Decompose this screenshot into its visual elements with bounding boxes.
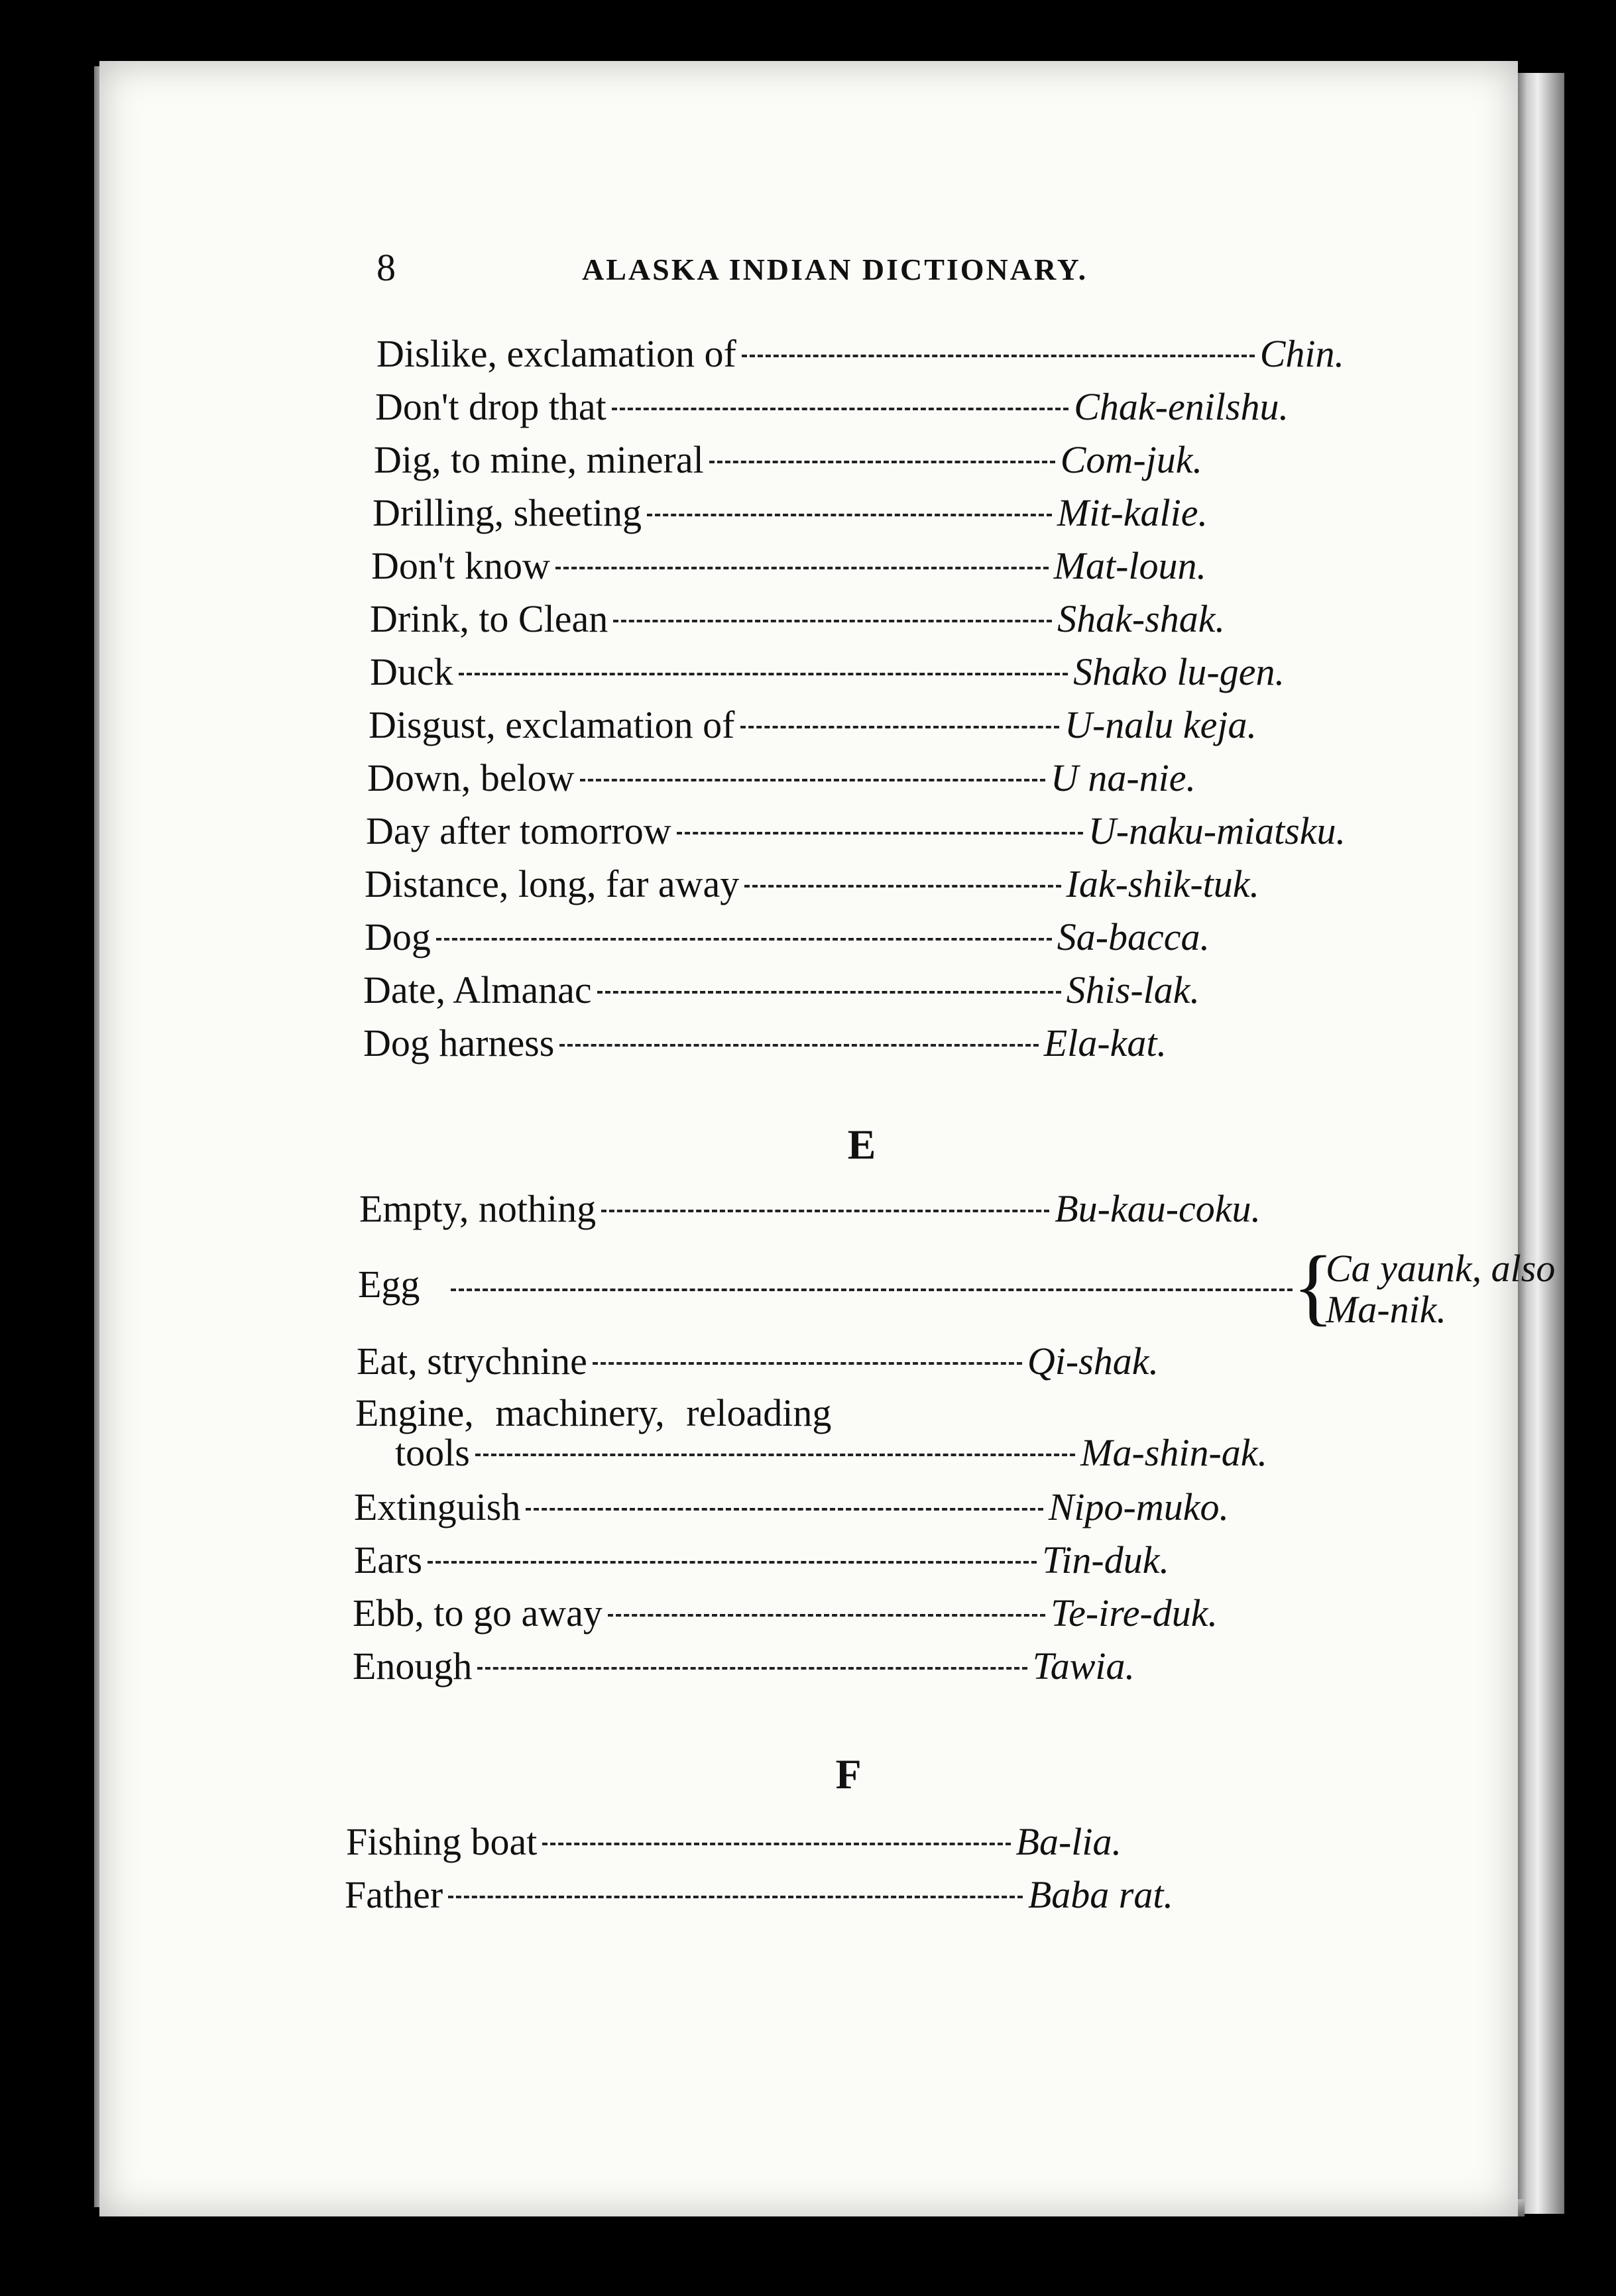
dot-leader (555, 567, 1049, 569)
translation: Com-juk. (1060, 438, 1202, 481)
dictionary-entry (367, 756, 1196, 802)
dot-leader (451, 1289, 1293, 1291)
dictionary-entry (363, 1021, 1167, 1067)
dot-leader (740, 726, 1060, 728)
dictionary-entry (370, 597, 1225, 643)
dictionary-entry (359, 1186, 1261, 1233)
dictionary-entry (346, 1819, 1122, 1866)
translation: Tin-duk. (1042, 1538, 1169, 1581)
dot-leader (475, 1454, 1075, 1456)
brace-icon: { (1293, 1239, 1334, 1334)
headword: Dig, to mine, mineral (374, 438, 704, 481)
dictionary-entry (370, 650, 1285, 696)
headword: Day after tomorrow (366, 809, 671, 852)
translation: Ma-shin-ak. (1080, 1431, 1267, 1474)
dot-leader (608, 1614, 1045, 1617)
translation: Bu-kau-coku. (1055, 1187, 1261, 1230)
headword: Drilling, sheeting (373, 491, 642, 534)
page-number: 8 (376, 246, 396, 289)
dot-leader (597, 991, 1061, 994)
entry-continuation (395, 1430, 1267, 1475)
headword: Eat, strychnine (357, 1340, 587, 1383)
dictionary-entry (354, 1485, 1229, 1531)
translation: Shis-lak. (1066, 968, 1200, 1011)
dot-leader (677, 832, 1083, 834)
translation: Qi-shak. (1027, 1340, 1159, 1383)
headword: Down, below (367, 756, 575, 799)
dictionary-entry (376, 331, 1344, 378)
section-letter-f: F (835, 1751, 862, 1798)
dot-leader (542, 1843, 1010, 1845)
headword: Extinguish (354, 1485, 521, 1528)
headword: Dog harness (363, 1021, 555, 1064)
dot-leader (459, 673, 1068, 675)
translation: Baba rat. (1027, 1873, 1173, 1916)
translation: Tawia. (1032, 1644, 1135, 1688)
headword: Empty, nothing (359, 1187, 597, 1230)
headword: Date, Almanac (363, 968, 592, 1011)
dot-leader (580, 779, 1045, 781)
dot-leader (612, 408, 1068, 410)
dictionary-entry (369, 703, 1257, 749)
dictionary-entry (353, 1644, 1135, 1690)
page-header (376, 245, 1304, 298)
translation-alt: Ma-nik. (1326, 1288, 1446, 1331)
translation: Shak-shak. (1057, 597, 1225, 640)
running-head: ALASKA INDIAN DICTIONARY. (582, 253, 1088, 286)
headword: Dog (365, 915, 431, 958)
dictionary-entry (365, 915, 1210, 961)
translation: U na-nie. (1050, 756, 1196, 799)
headword: Enough (353, 1644, 473, 1688)
dot-leader (709, 461, 1055, 463)
dot-leader (593, 1362, 1022, 1365)
headword: Duck (370, 650, 453, 693)
headword: Ears (354, 1538, 423, 1581)
dictionary-entry (354, 1538, 1169, 1584)
dot-leader (428, 1561, 1037, 1564)
headword: Don't drop that (375, 385, 606, 428)
dictionary-entry (365, 862, 1259, 908)
translation: Chak-enilshu. (1074, 385, 1289, 428)
dot-leader (559, 1044, 1038, 1047)
dictionary-entry (363, 968, 1200, 1014)
headword: Fishing boat (346, 1820, 538, 1863)
dictionary-entry-two-line (355, 1391, 1310, 1483)
dictionary-entry (366, 809, 1346, 855)
dot-leader (742, 355, 1255, 357)
dictionary-entry (375, 384, 1289, 431)
headword: Distance, long, far away (365, 862, 740, 905)
headword: Drink, to Clean (370, 597, 608, 640)
dictionary-entry (357, 1339, 1159, 1385)
dot-leader (744, 885, 1061, 888)
dictionary-entry (374, 437, 1202, 484)
headword: Egg (358, 1263, 420, 1306)
dot-leader (436, 938, 1052, 941)
translation: Shako lu-gen. (1073, 650, 1285, 693)
headword: Father (345, 1873, 443, 1916)
dot-leader (613, 620, 1052, 622)
translation: Mit-kalie. (1057, 491, 1208, 534)
section-letter-e: E (847, 1121, 876, 1168)
dictionary-entry (353, 1591, 1218, 1637)
dot-leader (601, 1210, 1049, 1212)
dictionary-entry-brace (358, 1239, 1556, 1339)
dot-leader (647, 514, 1052, 516)
headword: Engine, machinery, reloading (355, 1391, 832, 1434)
dictionary-entry (345, 1872, 1173, 1919)
translation: Mat-loun. (1053, 544, 1206, 587)
translation: U-naku-miatsku. (1088, 809, 1346, 852)
translation: Ba-lia. (1015, 1820, 1122, 1863)
translation: Nipo-muko. (1048, 1485, 1229, 1528)
dictionary-entry (371, 544, 1206, 590)
dot-leader (448, 1896, 1023, 1898)
headword: Ebb, to go away (353, 1591, 603, 1635)
headword: Don't know (371, 544, 550, 587)
translation: Sa-bacca. (1057, 915, 1210, 958)
translation: Iak-shik-tuk. (1066, 862, 1259, 905)
translation: Ela-kat. (1043, 1021, 1167, 1064)
headword-continued: tools (395, 1431, 470, 1474)
dictionary-entry (373, 490, 1208, 537)
dot-leader (477, 1667, 1027, 1670)
translation: Ca yaunk, also (1326, 1247, 1556, 1290)
headword: Disgust, exclamation of (369, 703, 735, 746)
translation: U-nalu keja. (1065, 703, 1257, 746)
translation: Te-ire-duk. (1051, 1591, 1218, 1635)
book-edge-right (1511, 73, 1564, 2214)
headword: Dislike, exclamation of (376, 332, 736, 375)
dot-leader (526, 1508, 1043, 1511)
translation: Chin. (1259, 332, 1344, 375)
